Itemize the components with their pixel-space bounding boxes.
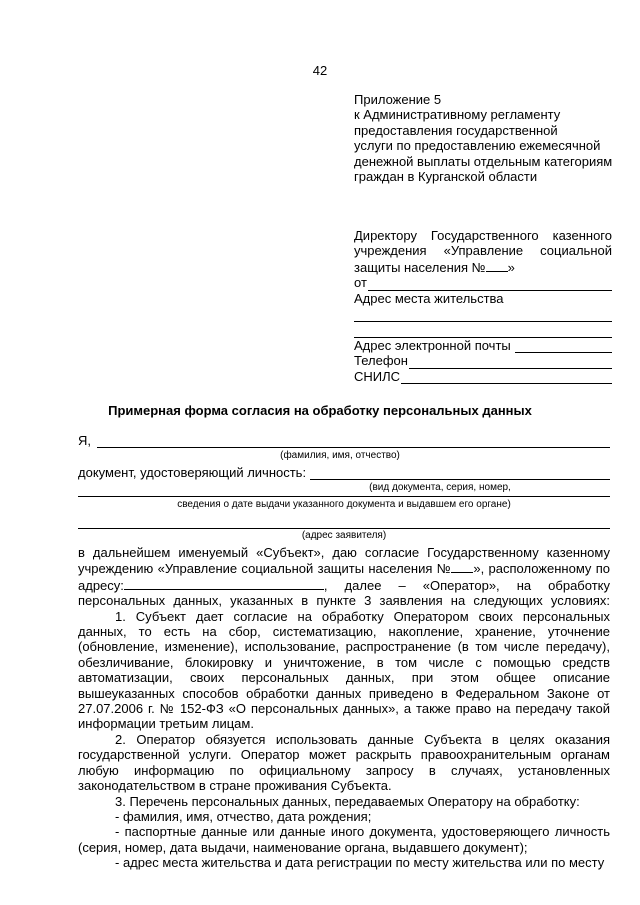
appendix-header bbox=[354, 92, 614, 184]
document-field[interactable] bbox=[310, 467, 610, 480]
form-title: Примерная форма согласия на обработку персональных данных bbox=[108, 403, 532, 418]
document-label: документ, удостоверяющий личность: bbox=[78, 465, 307, 480]
issue-caption: сведения о дате выдачи указанного документа и выдавшем его органе) bbox=[177, 499, 511, 510]
body-paragraph: 2. Оператор обязуется использовать данные Субъекта в целях оказания государственной услуги. Оператор может раскрыть правоохранительным органам любую информацию по официальному запросу в случаях, установленных законодательством в стране проживания Субъекта. bbox=[78, 731, 610, 794]
body-paragraph: 1. Субъект дает согласие на обработку Оператором своих персональных данных, то есть на сбор, систематизацию, накопление, хранение, уточнение (обновление, изменение), использование, распространение (в том числе передачу), обезличивание, блокировку и уничтожение, в том числе с помощью средств автоматизации, своих персональных данных, при этом общее описание вышеуказанных способов обработки данных приведено в Федеральном Законе от 27.07.2006 г. № 152-ФЗ «О персональных данных», а также право на передачу такой информации третьим лицам. bbox=[78, 608, 610, 732]
appendix-line: предоставления государственной bbox=[354, 122, 558, 138]
phone-field[interactable] bbox=[409, 356, 612, 369]
residence-field[interactable] bbox=[354, 322, 612, 338]
fio-field[interactable] bbox=[97, 435, 610, 448]
fio-row bbox=[78, 433, 610, 448]
snils-row bbox=[354, 369, 612, 384]
residence-label: Адрес места жительства bbox=[354, 290, 504, 306]
from-label: от bbox=[354, 275, 367, 291]
fio-caption: (фамилия, имя, отчество) bbox=[280, 450, 400, 461]
addressee-line-text: защиты населения № bbox=[354, 259, 486, 275]
department-number-field[interactable] bbox=[451, 560, 473, 573]
body-paragraph: - фамилия, имя, отчество, дата рождения; bbox=[115, 808, 372, 824]
addressee-block bbox=[354, 228, 612, 384]
addressee-line: учреждения «Управление социальной bbox=[354, 243, 612, 259]
address-caption: (адрес заявителя) bbox=[301, 530, 387, 541]
from-field[interactable] bbox=[368, 278, 612, 291]
appendix-line: Приложение 5 bbox=[354, 92, 442, 107]
appendix-line: к Административному регламенту bbox=[354, 107, 561, 123]
addressee-line-text: » bbox=[507, 259, 515, 275]
email-label: Адрес электронной почты bbox=[354, 338, 511, 354]
i-label: Я, bbox=[78, 433, 91, 448]
body-paragraph: - адрес места жительства и дата регистрации по месту жительства или по месту bbox=[115, 855, 605, 871]
appendix-line: услуги по предоставлению ежемесячной bbox=[354, 138, 601, 154]
from-row bbox=[354, 275, 612, 290]
body-paragraph: 3. Перечень персональных данных, передаваемых Оператору на обработку: bbox=[115, 793, 580, 809]
applicant-address-field[interactable] bbox=[78, 514, 610, 529]
document-details-field[interactable] bbox=[78, 481, 610, 497]
page-number: 42 bbox=[312, 63, 328, 78]
document-caption: (вид документа, серия, номер, bbox=[369, 482, 511, 493]
addressee-line bbox=[354, 259, 612, 275]
body-paragraph: - паспортные данные или данные иного документа, удостоверяющего личность (серия, номер, дата выдачи, наименование органа, выдавшего документ); bbox=[78, 824, 610, 855]
operator-address-field[interactable] bbox=[124, 577, 324, 590]
email-row bbox=[354, 338, 612, 353]
snils-label: СНИЛС bbox=[354, 368, 401, 384]
department-number-field[interactable] bbox=[486, 259, 508, 272]
phone-row bbox=[354, 353, 612, 368]
appendix-line: денежной выплаты отдельным категориям bbox=[354, 153, 613, 169]
consent-body bbox=[78, 545, 610, 871]
body-text: в дальнейшем именуемый «Субъект», даю согласие Государственному казенному учреждению «Управление социальной защиты населения № bbox=[78, 545, 610, 577]
body-text: », расположенному по адресу: bbox=[78, 561, 610, 593]
snils-field[interactable] bbox=[401, 371, 612, 384]
addressee-line: Директору Государственного казенного bbox=[354, 228, 612, 243]
body-paragraph bbox=[78, 545, 610, 609]
phone-label: Телефон bbox=[354, 353, 408, 369]
document-row bbox=[78, 465, 610, 480]
residence-field[interactable] bbox=[354, 306, 612, 322]
body-text: , далее – «Оператор», на обработку персональных данных, указанных в пункте 3 заявления на следующих условиях: bbox=[78, 577, 610, 609]
email-field[interactable] bbox=[515, 340, 612, 353]
appendix-line: граждан в Курганской области bbox=[354, 169, 538, 185]
